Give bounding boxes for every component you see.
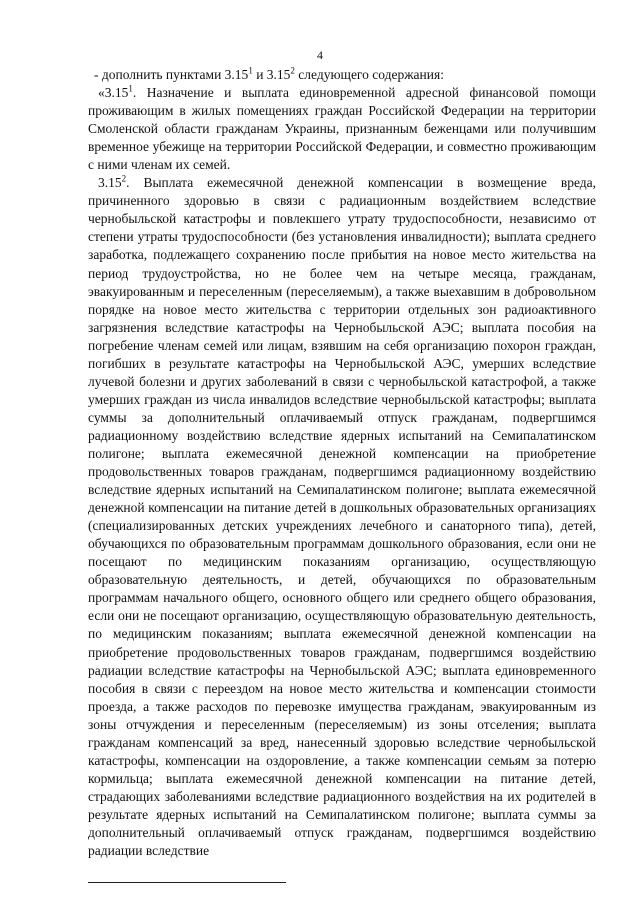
page-number: 4 — [317, 48, 323, 62]
intro-line — [88, 66, 596, 84]
item-3-15-2-paragraph — [88, 174, 596, 860]
item-3-15-2-number: 3.15 — [98, 175, 122, 191]
intro-mid-text: и 3.15 — [252, 67, 291, 82]
item-3-15-1-text: . Назначение и выплата единовременной адресной финансовой помощи проживающим в жилых помещениях граждан Российской Федерации на территории Смоленской области гражданам Украины, признанным беженцами или получившим временное убежище на территории Российской Федерации, и совместно проживающим с ними членам их семей. — [88, 85, 596, 173]
document-body — [88, 66, 596, 860]
footnote-divider — [88, 882, 286, 883]
intro-superscript-2: 2 — [290, 65, 295, 76]
item-3-15-1-paragraph — [88, 84, 596, 174]
intro-end-text: следующего содержания: — [294, 67, 444, 82]
intro-superscript-1: 1 — [248, 65, 253, 76]
intro-text: - дополнить пунктами 3.15 — [94, 67, 249, 82]
item-3-15-2-text: . Выплата ежемесячной денежной компенсации в возмещение вреда, причиненного здоровью в связи с радиационным воздействием вследствие чернобыльской катастрофы и повлекшего утрату трудоспособности, независимо от степени утраты трудоспособности (без установления инвалидности); выплата среднего заработка, подлежащего сохранению после прибытия на новое место жительства на период трудоустройства, но не более чем на четыре месяца, гражданам, эвакуированным и переселенным (переселяемым), а также выехавшим в добровольном порядке на новое место жительства с территории отдельных зон радиоактивного загрязнения вследствие катастрофы на Чернобыльской АЭС; выплата пособия на погребение членам семей или лицам, взявшим на себя организацию похорон граждан, погибших в результате катастрофы на Чернобыльской АЭС, умерших вследствие лучевой болезни и других заболеваний в связи с чернобыльской катастрофой, а также умерших граждан из числа инвалидов вследствие чернобыльской катастрофы; выплата суммы за дополнительный оплачиваемый отпуск гражданам, подвергшимся радиационному воздействию вследствие ядерных испытаний на Семипалатинском полигоне; выплата ежемесячной денежной компенсации на приобретение продовольственных товаров гражданам, подвергшимся радиационному воздействию вследствие ядерных испытаний на Семипалатинском полигоне; выплата ежемесячной денежной компенсации на питание детей в дошкольных образовательных организациях (специализированных детских учреждениях лечебного и санаторного типа), детей, обучающихся по образовательным программам дошкольного образования, если они не посещают по медицинским показаниям организацию, осуществляющую образовательную деятельность, и детей, обучающихся по образовательным программам начального общего, основного общего или среднего общего образования, если они не посещают организацию, осуществляющую образовательную деятельность, по медицинским показаниям; выплата ежемесячной денежной компенсации на приобретение продовольственных товаров гражданам, подвергшимся воздействию радиации вследствие катастрофы на Чернобыльской АЭС; выплата единовременного пособия в связи с переездом на новое место жительства и компенсации стоимости проезда, а также расходов по перевозке имущества гражданам, эвакуированным из зоны отчуждения и переселенным (переселяемым) из зоны отселения; выплата гражданам компенсаций за вред, нанесенный здоровью вследствие чернобыльской катастрофы, компенсации на оздоровление, а также компенсации семьям за потерю кормильца; выплата ежемесячной денежной компенсации на питание детей, страдающих заболеваниями вследствие радиационного воздействия на их родителей в результате ядерных испытаний на Семипалатинском полигоне; выплата суммы за дополнительный оплачиваемый отпуск гражданам, подвергшимся воздействию радиации вследствие — [88, 175, 596, 859]
item-3-15-1-superscript: 1 — [128, 83, 133, 94]
item-3-15-1-number: «3.15 — [98, 85, 129, 101]
item-3-15-2-superscript: 2 — [121, 173, 127, 184]
